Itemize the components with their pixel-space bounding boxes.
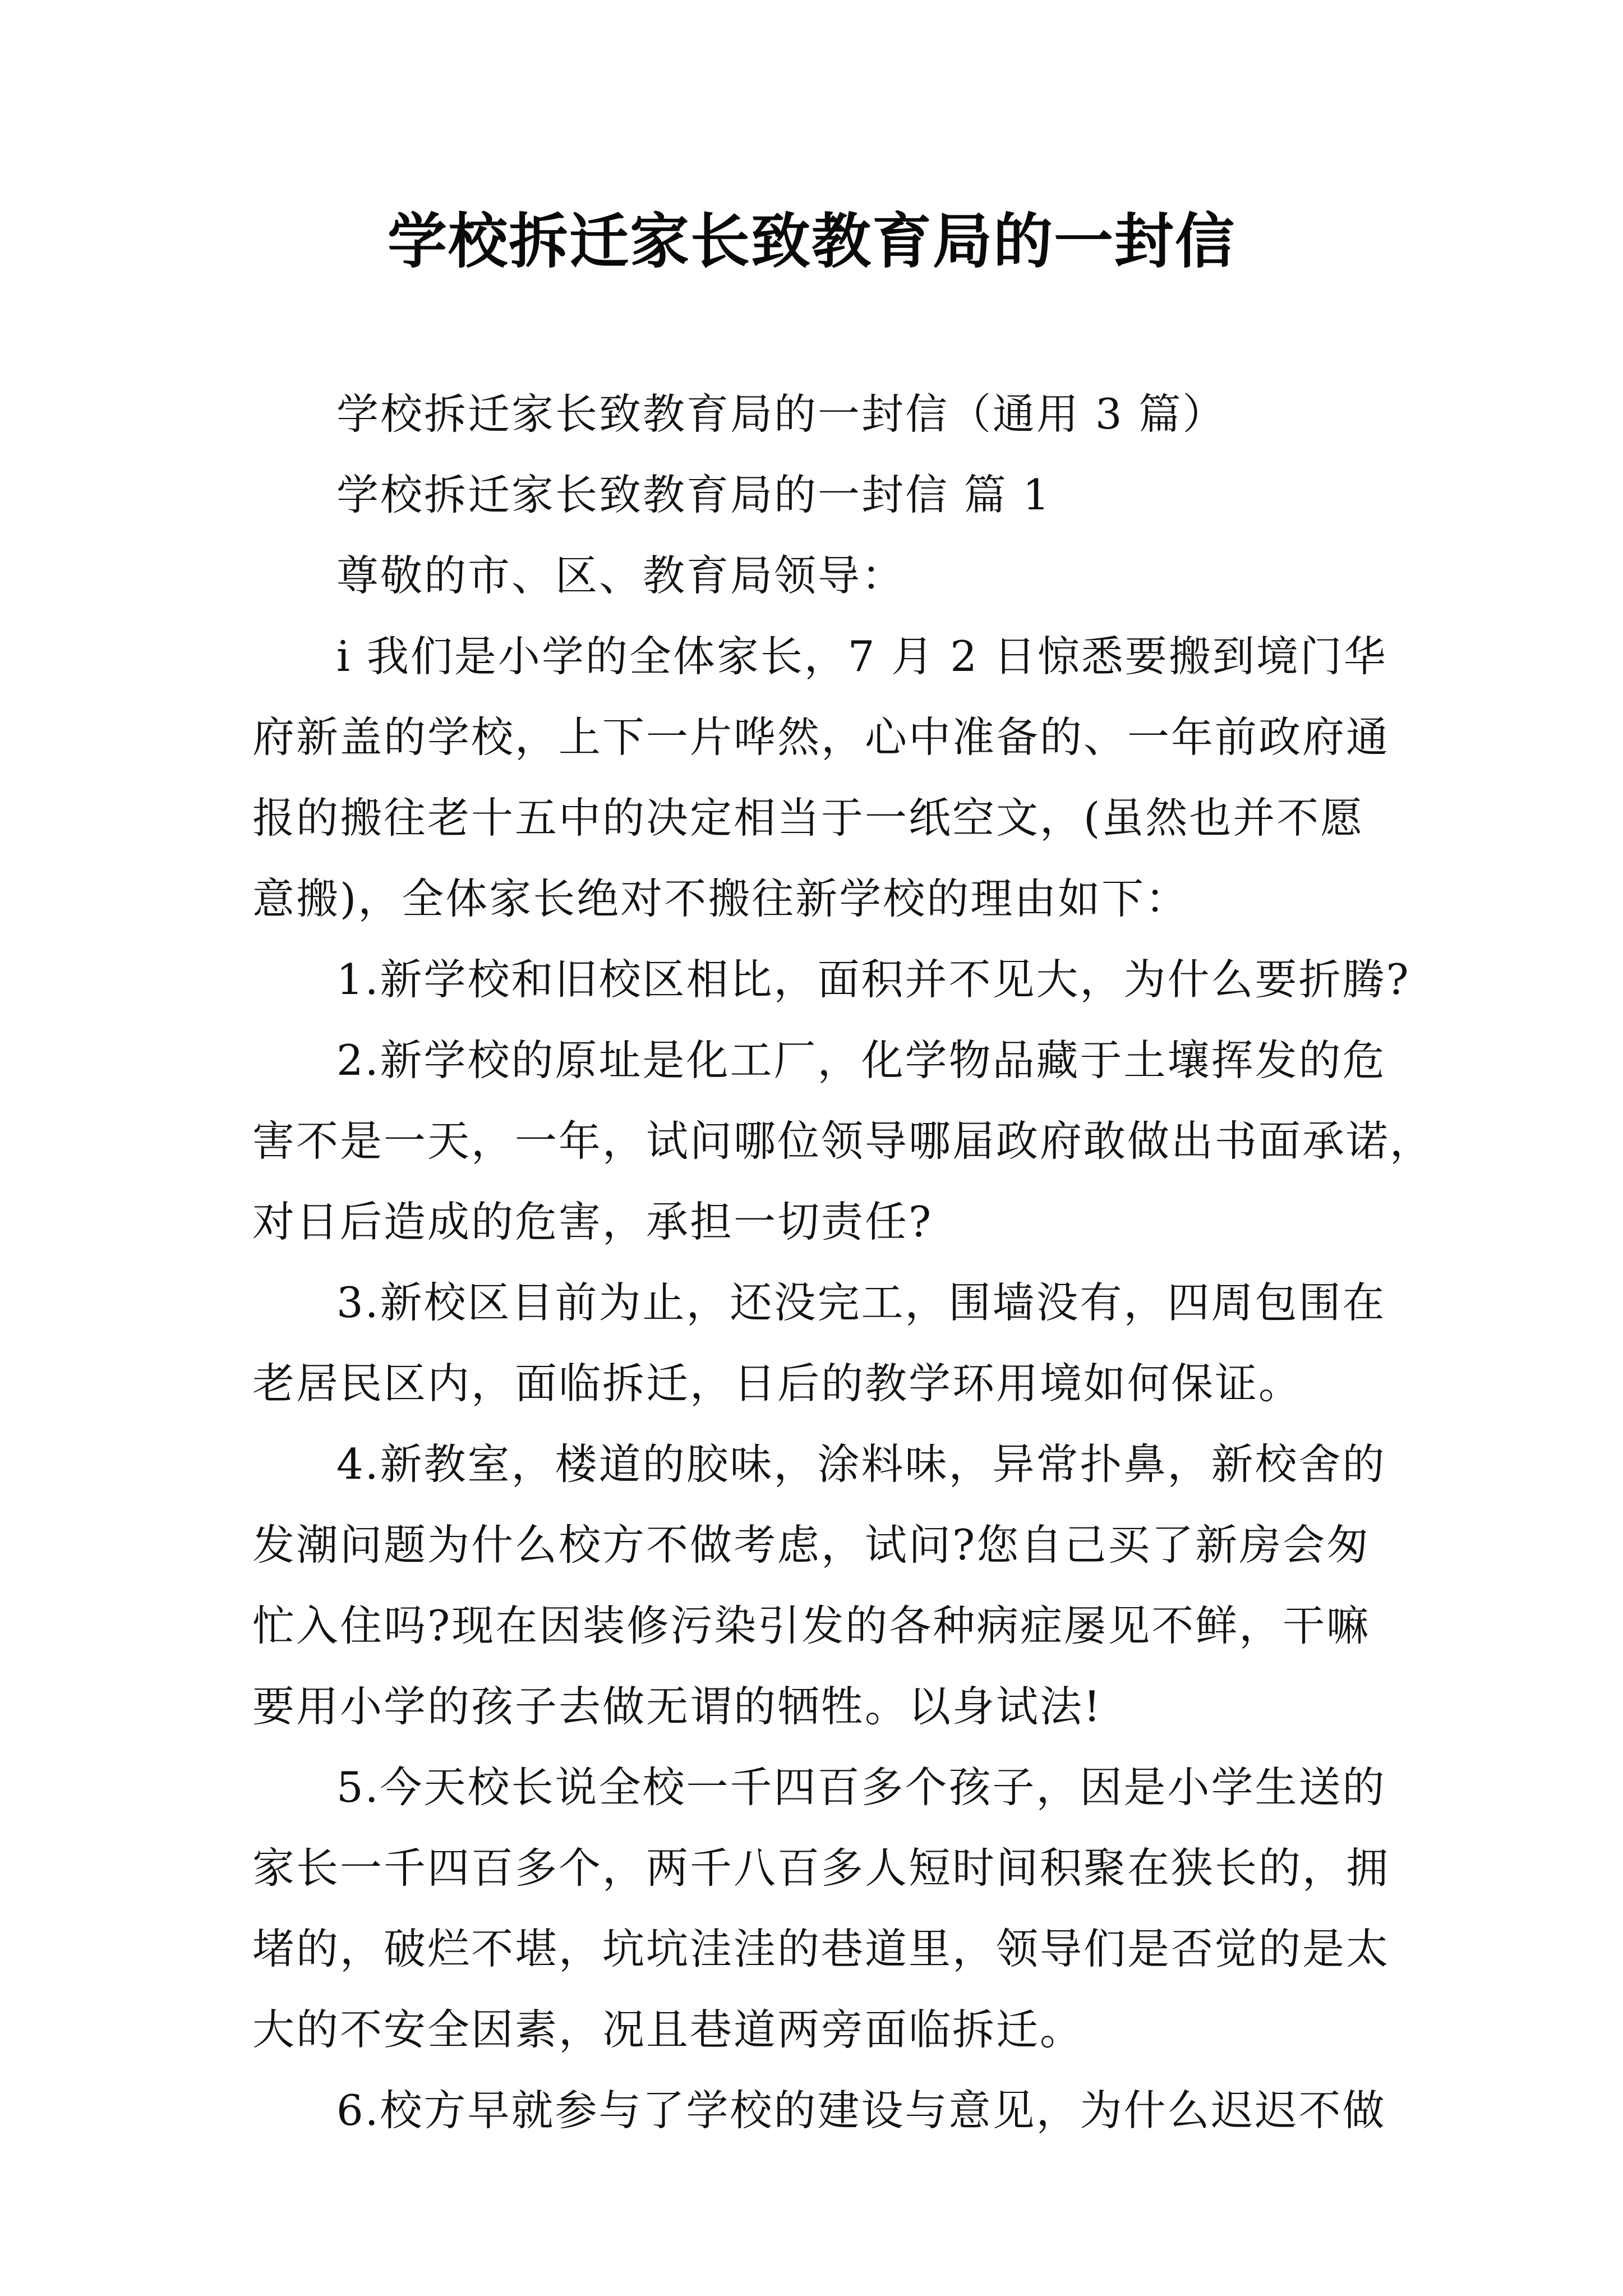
text-line: 发潮问题为什么校方不做考虑，试问?您自己买了新房会匆 — [252, 1520, 1371, 1570]
paragraph-subtitle — [252, 374, 1391, 454]
paragraph-reason-3 — [252, 1262, 1391, 1424]
text-line: 老居民区内，面临拆迁，日后的教学环用境如何保证。 — [252, 1359, 1303, 1408]
text-line: 要用小学的孩子去做无谓的牺牲。以身试法! — [252, 1682, 1103, 1731]
text-line: 对日后造成的危害，承担一切责任? — [252, 1197, 933, 1246]
text-line: 学校拆迁家长致教育局的一封信（通用 3 篇） — [336, 389, 1227, 439]
text-line: 害不是一天，一年，试问哪位领导哪届政府敢做出书面承诺， — [252, 1116, 1434, 1166]
text-line: 4.新教室，楼道的胶味，涂料味，异常扑鼻，新校舍的 — [336, 1439, 1386, 1489]
text-line: 意搬)，全体家长绝对不搬往新学校的理由如下： — [252, 874, 1189, 923]
text-line: i 我们是小学的全体家长，7 月 2 日惊悉要搬到境门华 — [336, 632, 1387, 681]
paragraph-reason-4 — [252, 1424, 1391, 1747]
document-body — [252, 374, 1434, 2151]
paragraph-intro — [252, 616, 1391, 939]
text-line: 2.新学校的原址是化工厂，化学物品藏于土壤挥发的危 — [336, 1036, 1386, 1085]
paragraph-reason-5 — [252, 1747, 1391, 2070]
text-line: 5.今天校长说全校一千四百多个孩子，因是小学生送的 — [336, 1763, 1386, 1812]
text-line: 家长一千四百多个，两千八百多人短时间积聚在狭长的，拥 — [252, 1843, 1390, 1893]
paragraph-reason-6 — [252, 2070, 1391, 2151]
paragraph-reason-1 — [252, 939, 1410, 1020]
text-line: 大的不安全因素，况且巷道两旁面临拆迁。 — [252, 2005, 1084, 2054]
paragraph-salutation — [252, 535, 1391, 616]
text-line: 报的搬往老十五中的决定相当于一纸空文，(虽然也并不愿 — [252, 793, 1364, 843]
text-line: 忙入住吗?现在因装修污染引发的各种病症屡见不鲜，干嘛 — [252, 1601, 1371, 1650]
text-line: 学校拆迁家长致教育局的一封信 篇 1 — [336, 470, 1052, 519]
text-line: 1.新学校和旧校区相比，面积并不见大，为什么要折腾? — [336, 955, 1410, 1004]
text-line: 3.新校区目前为止，还没完工，围墙没有，四周包围在 — [336, 1278, 1386, 1327]
text-line: 府新盖的学校，上下一片哗然，心中准备的、一年前政府通 — [252, 712, 1390, 762]
text-line: 6.校方早就参与了学校的建设与意见，为什么迟迟不做 — [336, 2086, 1386, 2135]
paragraph-reason-2 — [252, 1020, 1434, 1262]
document-title: 学校拆迁家长致教育局的一封信 — [388, 206, 1235, 276]
text-line: 堵的，破烂不堪，坑坑洼洼的巷道里，领导们是否觉的是太 — [252, 1924, 1390, 1973]
text-line: 尊敬的市、区、教育局领导： — [336, 551, 906, 600]
paragraph-section-heading — [252, 454, 1391, 535]
